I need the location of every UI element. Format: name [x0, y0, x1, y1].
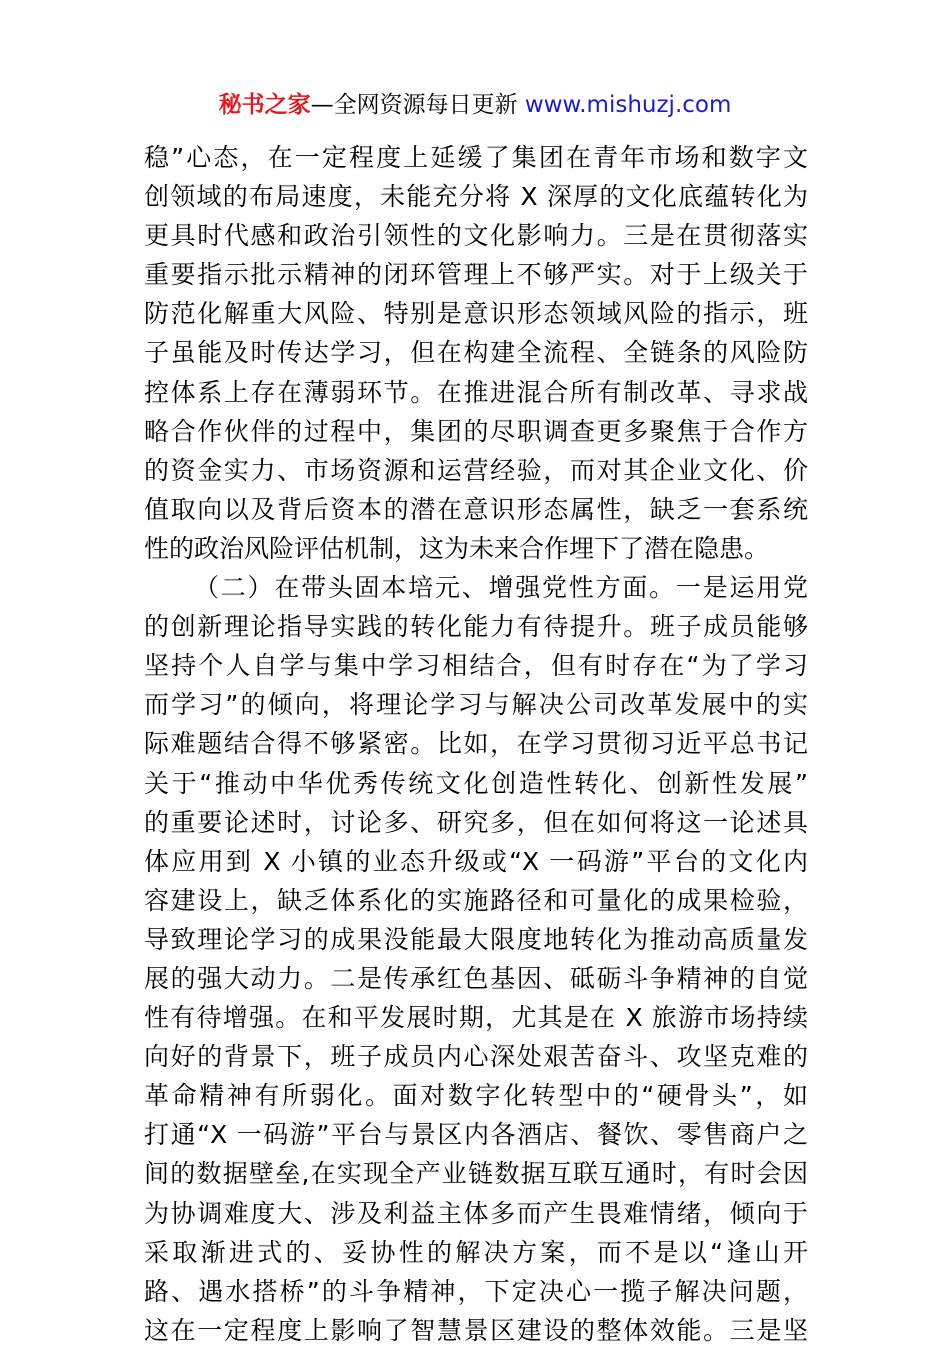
- text-line: 性有待增强。在和平发展时期，尤其是在 X 旅游市场持续: [144, 1003, 808, 1033]
- text-line: 控体系上存在薄弱环节。在推进混合所有制改革、寻求战: [144, 377, 808, 407]
- section-heading-line: （二）在带头固本培元、增强党性方面。一是运用党: [194, 573, 808, 603]
- brand-name: 秘书之家: [218, 92, 311, 118]
- text-line: 路、遇水搭桥”的斗争精神，下定决心一揽子解决问题，: [144, 1276, 808, 1306]
- text-line: 间的数据壁垒,在实现全产业链数据互联互通时，有时会因: [144, 1159, 808, 1189]
- text-line: 重要指示批示精神的闭环管理上不够严实。对于上级关于: [144, 260, 808, 290]
- document-body: [144, 138, 808, 1350]
- text-line: 更具时代感和政治引领性的文化影响力。三是在贯彻落实: [144, 221, 808, 251]
- text-line: 稳”心态，在一定程度上延缓了集团在青年市场和数字文: [144, 143, 808, 172]
- text-line: 创领域的布局速度，未能充分将 X 深厚的文化底蕴转化为: [144, 182, 808, 212]
- text-line: 导致理论学习的成果没能最大限度地转化为推动高质量发: [144, 924, 808, 954]
- text-line: 体应用到 X 小镇的业态升级或“X 一码游”平台的文化内: [144, 846, 808, 876]
- text-line: 展的强大动力。二是传承红色基因、砥砺斗争精神的自觉: [144, 963, 808, 993]
- page-header: [0, 88, 950, 122]
- text-line: 的创新理论指导实践的转化能力有待提升。班子成员能够: [144, 612, 808, 642]
- text-line: 向好的背景下，班子成员内心深处艰苦奋斗、攻坚克难的: [144, 1042, 808, 1072]
- text-line: 采取渐进式的、妥协性的解决方案，而不是以“逢山开: [144, 1237, 808, 1267]
- text-line: 这在一定程度上影响了智慧景区建设的整体效能。三是坚: [144, 1315, 808, 1345]
- text-line: 为协调难度大、涉及利益主体多而产生畏难情绪，倾向于: [144, 1198, 808, 1228]
- text-line: 打通“X 一码游”平台与景区内各酒店、餐饮、零售商户之: [144, 1120, 808, 1150]
- text-line: 略合作伙伴的过程中，集团的尽职调查更多聚焦于合作方: [144, 416, 808, 446]
- text-line: 容建设上，缺乏体系化的实施路径和可量化的成果检验，: [144, 885, 808, 915]
- header-tagline: —全网资源每日更新: [310, 92, 525, 118]
- text-line: 关于“推动中华优秀传统文化创造性转化、创新性发展”: [144, 768, 808, 798]
- text-line: 性的政治风险评估机制，这为未来合作埋下了潜在隐患。: [144, 533, 770, 563]
- text-line: 防范化解重大风险、特别是意识形态领域风险的指示，班: [144, 299, 808, 329]
- text-line: 的资金实力、市场资源和运营经验，而对其企业文化、价: [144, 455, 808, 485]
- text-line: 际难题结合得不够紧密。比如，在学习贯彻习近平总书记: [144, 729, 808, 759]
- text-line: 值取向以及背后资本的潜在意识形态属性，缺乏一套系统: [144, 494, 808, 524]
- website-link[interactable]: www.mishuzj.com: [524, 92, 732, 118]
- text-line: 坚持个人自学与集中学习相结合，但有时存在“为了学习: [144, 651, 808, 681]
- text-line: 的重要论述时，讨论多、研究多，但在如何将这一论述具: [144, 807, 808, 837]
- text-line: 子虽能及时传达学习，但在构建全流程、全链条的风险防: [144, 338, 808, 368]
- text-line: 革命精神有所弱化。面对数字化转型中的“硬骨头”，如: [144, 1081, 808, 1111]
- text-line: 而学习”的倾向，将理论学习与解决公司改革发展中的实: [144, 690, 808, 720]
